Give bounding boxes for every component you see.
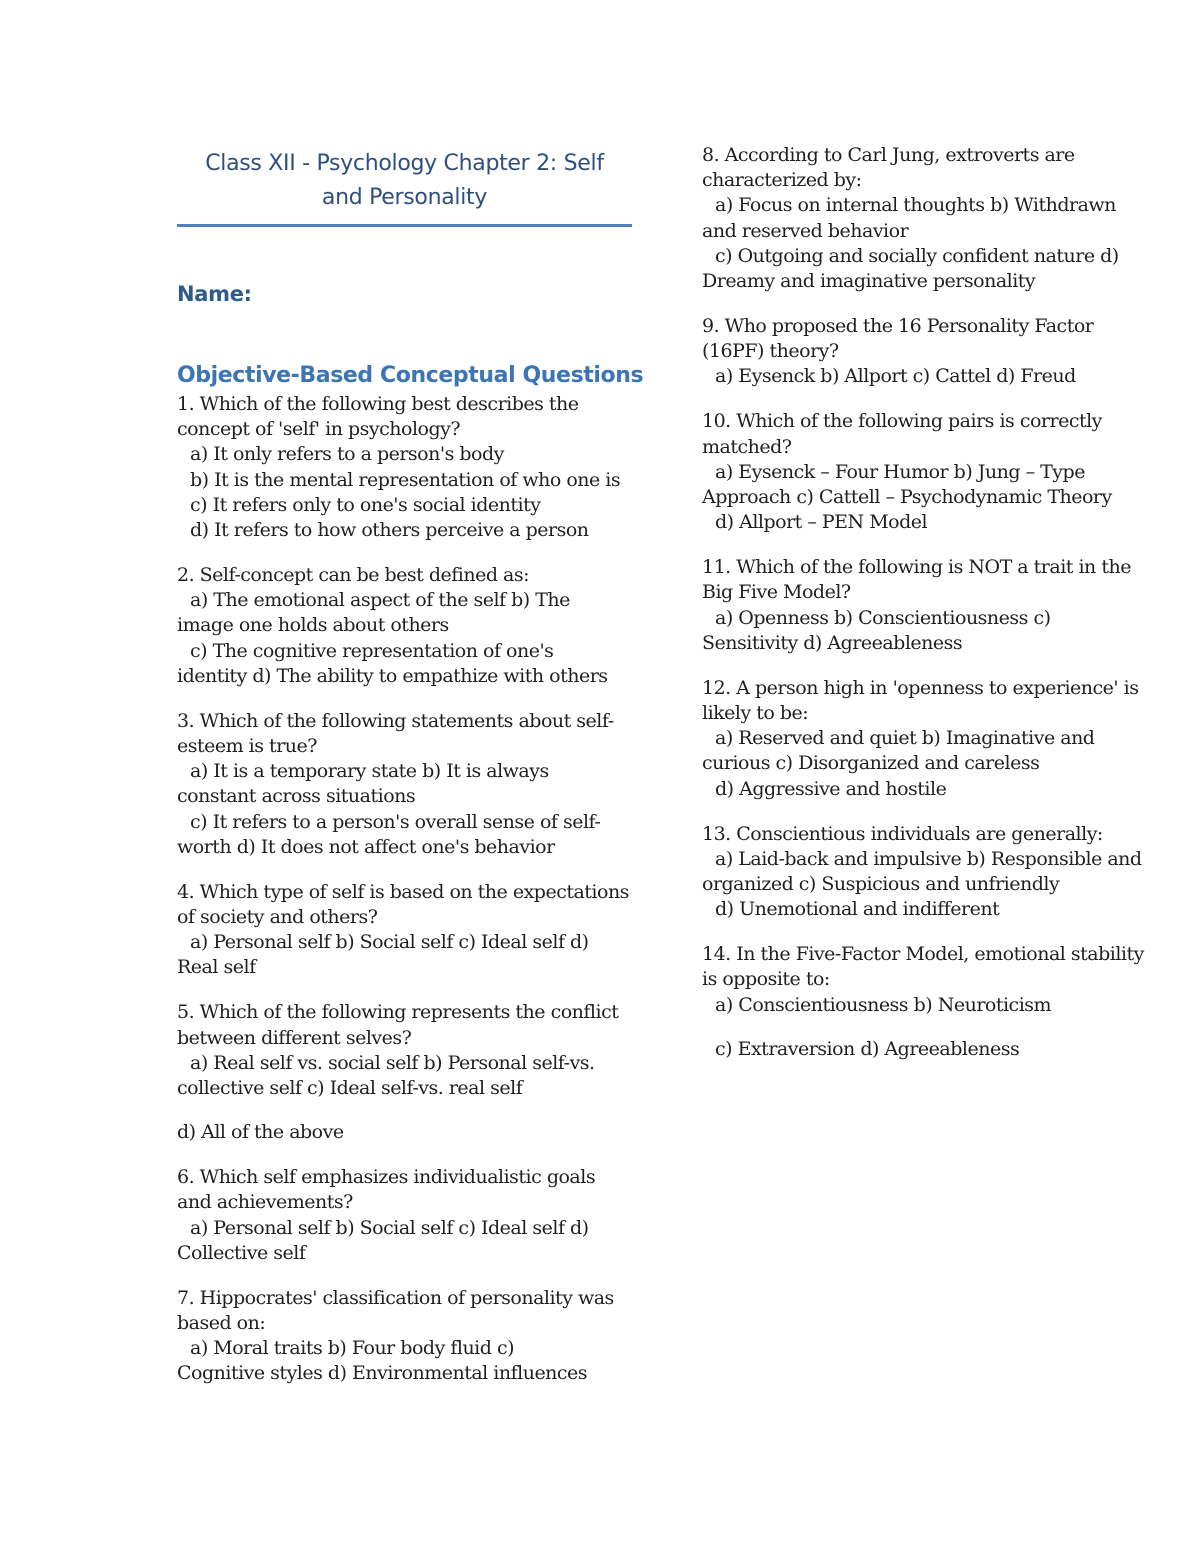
question-13 [702, 822, 1157, 923]
question-text: 2. Self-concept can be best defined as: [177, 564, 530, 587]
question-10 [702, 409, 1157, 535]
answer-options: a) Focus on internal thoughts b) Withdrawn [715, 194, 1116, 217]
right-column [702, 143, 1157, 1082]
question-text-continued: organized c) Suspicious and unfriendly [702, 873, 1060, 896]
question-2 [177, 563, 639, 689]
question-text-continued: esteem is true? [177, 735, 317, 758]
answer-options: c) It refers to a person's overall sense of self- [190, 810, 601, 833]
question-text-continued: image one holds about others [177, 614, 449, 637]
question-4 [177, 880, 639, 981]
question-text: 1. Which of the following best describes the [177, 393, 579, 415]
answer-options: a) It only refers to a person's body [190, 443, 504, 466]
question-text-continued: matched? [702, 435, 792, 458]
question-text-continued: worth d) It does not affect one's behavior [177, 835, 555, 858]
question-text-continued: collective self c) Ideal self-vs. real self [177, 1077, 523, 1100]
question-text-continued: (16PF) theory? [702, 340, 839, 363]
question-text-continued: constant across situations [177, 785, 416, 808]
answer-options: a) Laid-back and impulsive b) Responsible and [715, 847, 1142, 870]
answer-options: c) It refers only to one's social identity [190, 493, 541, 516]
answer-options: a) Moral traits b) Four body fluid c) [190, 1337, 515, 1360]
question-text-continued: identity d) The ability to empathize with others [177, 664, 608, 687]
question-text-continued: Collective self [177, 1241, 306, 1264]
question-text: 7. Hippocrates' classification of personality was [177, 1286, 614, 1309]
answer-options: a) Personal self b) Social self c) Ideal self d) [190, 1216, 589, 1239]
question-text-continued: Big Five Model? [702, 581, 851, 604]
question-text: 10. Which of the following pairs is correctly [702, 410, 1102, 433]
question-text-continued: Cognitive styles d) Environmental influences [177, 1362, 588, 1385]
question-text-continued: concept of 'self' in psychology? [177, 418, 461, 441]
answer-options: a) Personal self b) Social self c) Ideal self d) [190, 931, 589, 954]
answer-options: d) Allport – PEN Model [715, 511, 928, 534]
question-text-continued: and reserved behavior [702, 219, 909, 242]
answer-options: a) Reserved and quiet b) Imaginative and [715, 727, 1095, 750]
right-question-list [702, 143, 1157, 1062]
question-7 [177, 1286, 639, 1387]
name-label: Name: [177, 282, 252, 306]
title-line-2: and Personality [321, 185, 488, 210]
title-underline [177, 224, 632, 227]
question-text: 12. A person high in 'openness to experience' is [702, 676, 1139, 699]
question-text-continued: between different selves? [177, 1026, 412, 1049]
question-text-continued: likely to be: [702, 702, 809, 725]
question-text-continued: Dreamy and imaginative personality [702, 270, 1036, 293]
section-heading: Objective-Based Conceptual Questions [177, 363, 644, 388]
question-text: 8. According to Carl Jung, extroverts are [702, 144, 1075, 166]
answer-options: a) Real self vs. social self b) Personal self-vs. [190, 1051, 595, 1074]
question-text: 5. Which of the following represents the conflict [177, 1001, 619, 1024]
question-text: 3. Which of the following statements about self- [177, 709, 614, 732]
question-text: 13. Conscientious individuals are generally: [702, 822, 1103, 845]
question-text-continued: curious c) Disorganized and careless [702, 752, 1040, 775]
question-14 [702, 942, 1157, 1062]
answer-options: a) Conscientiousness b) Neuroticism [715, 993, 1052, 1016]
answer-options: c) The cognitive representation of one's [190, 639, 554, 662]
answer-options: a) It is a temporary state b) It is always [190, 760, 549, 783]
question-9 [702, 314, 1157, 390]
question-text-continued: and achievements? [177, 1191, 353, 1214]
question-text-continued: Real self [177, 956, 256, 979]
answer-options: d) Unemotional and indifferent [715, 898, 1000, 921]
answer-options: a) Openness b) Conscientiousness c) [715, 606, 1051, 629]
question-3 [177, 709, 639, 860]
question-text-continued: is opposite to: [702, 968, 830, 991]
question-text: 11. Which of the following is NOT a trait in the [702, 556, 1131, 579]
question-11 [702, 555, 1157, 656]
title-line-1: Class XII - Psychology Chapter 2: Self [205, 151, 604, 176]
question-text: 9. Who proposed the 16 Personality Factor [702, 315, 1094, 338]
question-text: 6. Which self emphasizes individualistic goals [177, 1166, 596, 1189]
answer-options: d) Aggressive and hostile [715, 777, 947, 800]
document-title [177, 147, 632, 215]
question-8 [702, 143, 1157, 294]
question-6 [177, 1165, 639, 1266]
question-text-continued: of society and others? [177, 906, 378, 929]
answer-options: d) All of the above [177, 1121, 344, 1144]
question-text: 4. Which type of self is based on the expectations [177, 880, 629, 903]
answer-options: c) Outgoing and socially confident nature d) [715, 244, 1119, 267]
answer-options: d) It refers to how others perceive a person [190, 519, 589, 542]
question-text: 14. In the Five-Factor Model, emotional stability [702, 943, 1144, 966]
left-column [177, 147, 644, 1406]
question-text-continued: Sensitivity d) Agreeableness [702, 631, 963, 654]
answer-options: a) Eysenck b) Allport c) Cattel d) Freud [715, 365, 1076, 388]
question-text-continued: based on: [177, 1312, 266, 1335]
answer-options: c) Extraversion d) Agreeableness [715, 1037, 1020, 1060]
question-text-continued: Approach c) Cattell – Psychodynamic Theory [702, 486, 1112, 509]
question-1 [177, 392, 639, 543]
question-5 [177, 1000, 639, 1145]
answer-options: b) It is the mental representation of who one is [190, 468, 621, 491]
question-12 [702, 676, 1157, 802]
left-question-list [177, 392, 639, 1387]
answer-options: a) The emotional aspect of the self b) The [190, 589, 570, 612]
answer-options: a) Eysenck – Four Humor b) Jung – Type [715, 460, 1085, 483]
question-text-continued: characterized by: [702, 169, 862, 192]
